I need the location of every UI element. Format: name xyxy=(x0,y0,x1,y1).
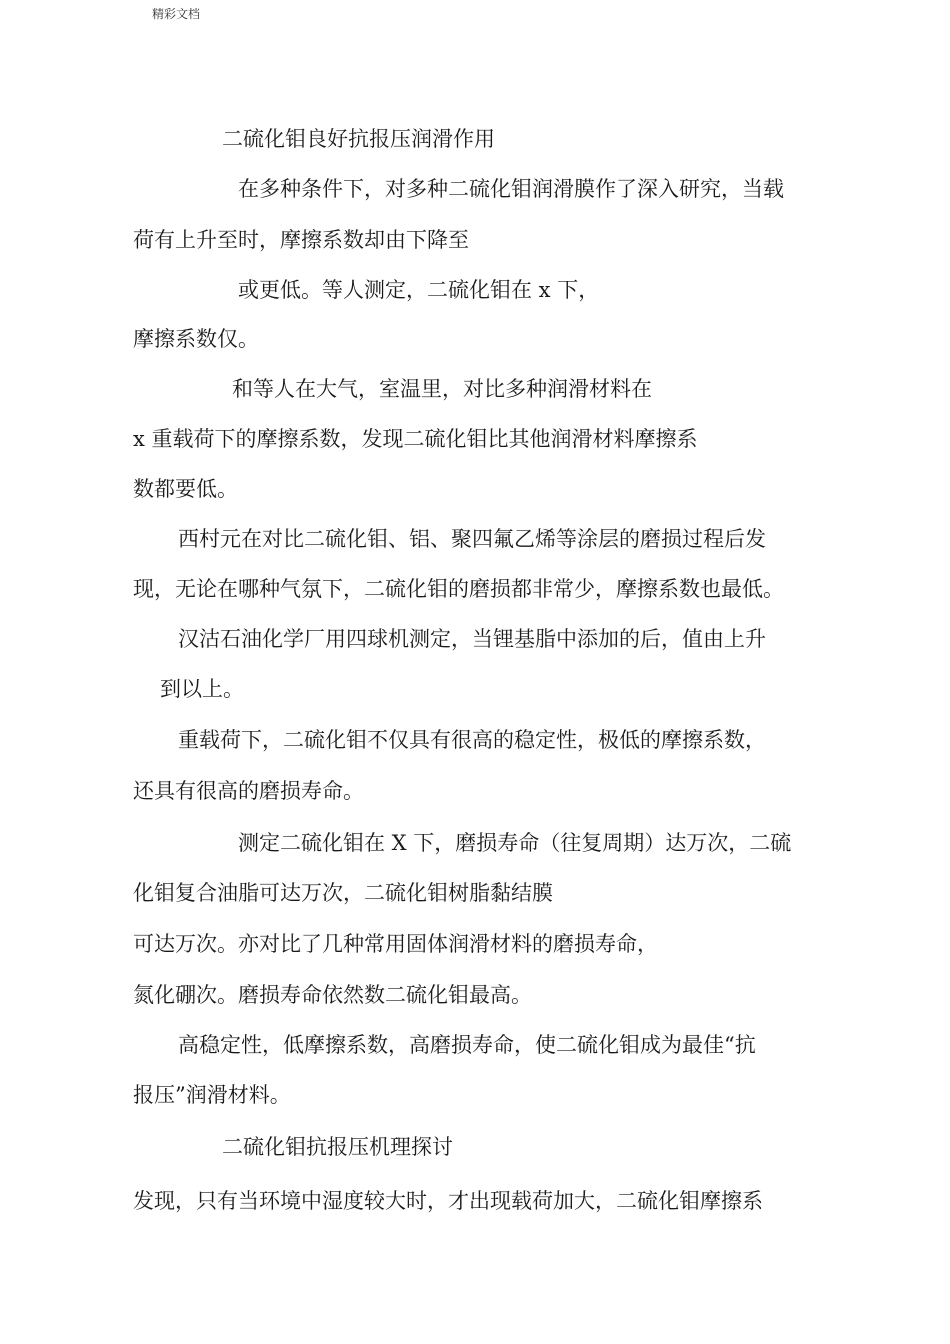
section-heading: 二硫化钼抗报压机理探讨 xyxy=(222,1135,453,1159)
paragraph-line: 荷有上升至时，摩擦系数却由下降至 xyxy=(133,228,469,252)
paragraph-line: 高稳定性，低摩擦系数，高磨损寿命，使二硫化钼成为最佳“抗 xyxy=(178,1033,756,1057)
paragraph-line: 可达万次。亦对比了几种常用固体润滑材料的磨损寿命， xyxy=(133,932,658,956)
paragraph-line: 化钼复合油脂可达万次，二硫化钼树脂黏结膜 xyxy=(133,881,553,905)
paragraph-line: 氮化硼次。磨损寿命依然数二硫化钼最高。 xyxy=(133,983,532,1007)
paragraph-line: 现，无论在哪种气氛下，二硫化钼的磨损都非常少，摩擦系数也最低。 xyxy=(133,577,784,601)
paragraph-line: 到以上。 xyxy=(160,677,244,701)
paragraph-line: 西村元在对比二硫化钼、铝、聚四氟乙烯等涂层的磨损过程后发 xyxy=(178,527,766,551)
paragraph-line: 发现，只有当环境中湿度较大时，才出现载荷加大，二硫化钼摩擦系 xyxy=(133,1189,763,1213)
paragraph-line: 或更低。等人测定，二硫化钼在 x 下， xyxy=(238,278,600,302)
paragraph-line: 还具有很高的磨损寿命。 xyxy=(133,779,364,803)
paragraph-line: 测定二硫化钼在 X 下，磨损寿命（往复周期）达万次，二硫 xyxy=(238,831,792,855)
section-heading: 二硫化钼良好抗报压润滑作用 xyxy=(222,127,495,151)
paragraph-line: 摩擦系数仅。 xyxy=(133,327,259,351)
paragraph-line: 重载荷下，二硫化钼不仅具有很高的稳定性，极低的摩擦系数， xyxy=(178,728,766,752)
paragraph-line: 报压”润滑材料。 xyxy=(133,1083,291,1107)
paragraph-line: 和等人在大气，室温里，对比多种润滑材料在 xyxy=(232,377,652,401)
paragraph-line: x 重载荷下的摩擦系数，发现二硫化钼比其他润滑材料摩擦系 xyxy=(133,427,698,451)
paragraph-line: 汉沽石油化学厂用四球机测定，当锂基脂中添加的后，值由上升 xyxy=(178,627,766,651)
paragraph-line: 数都要低。 xyxy=(133,477,238,501)
paragraph-line: 在多种条件下，对多种二硫化钼润滑膜作了深入研究，当载 xyxy=(238,177,784,201)
header-label: 精彩文档 xyxy=(152,7,201,21)
